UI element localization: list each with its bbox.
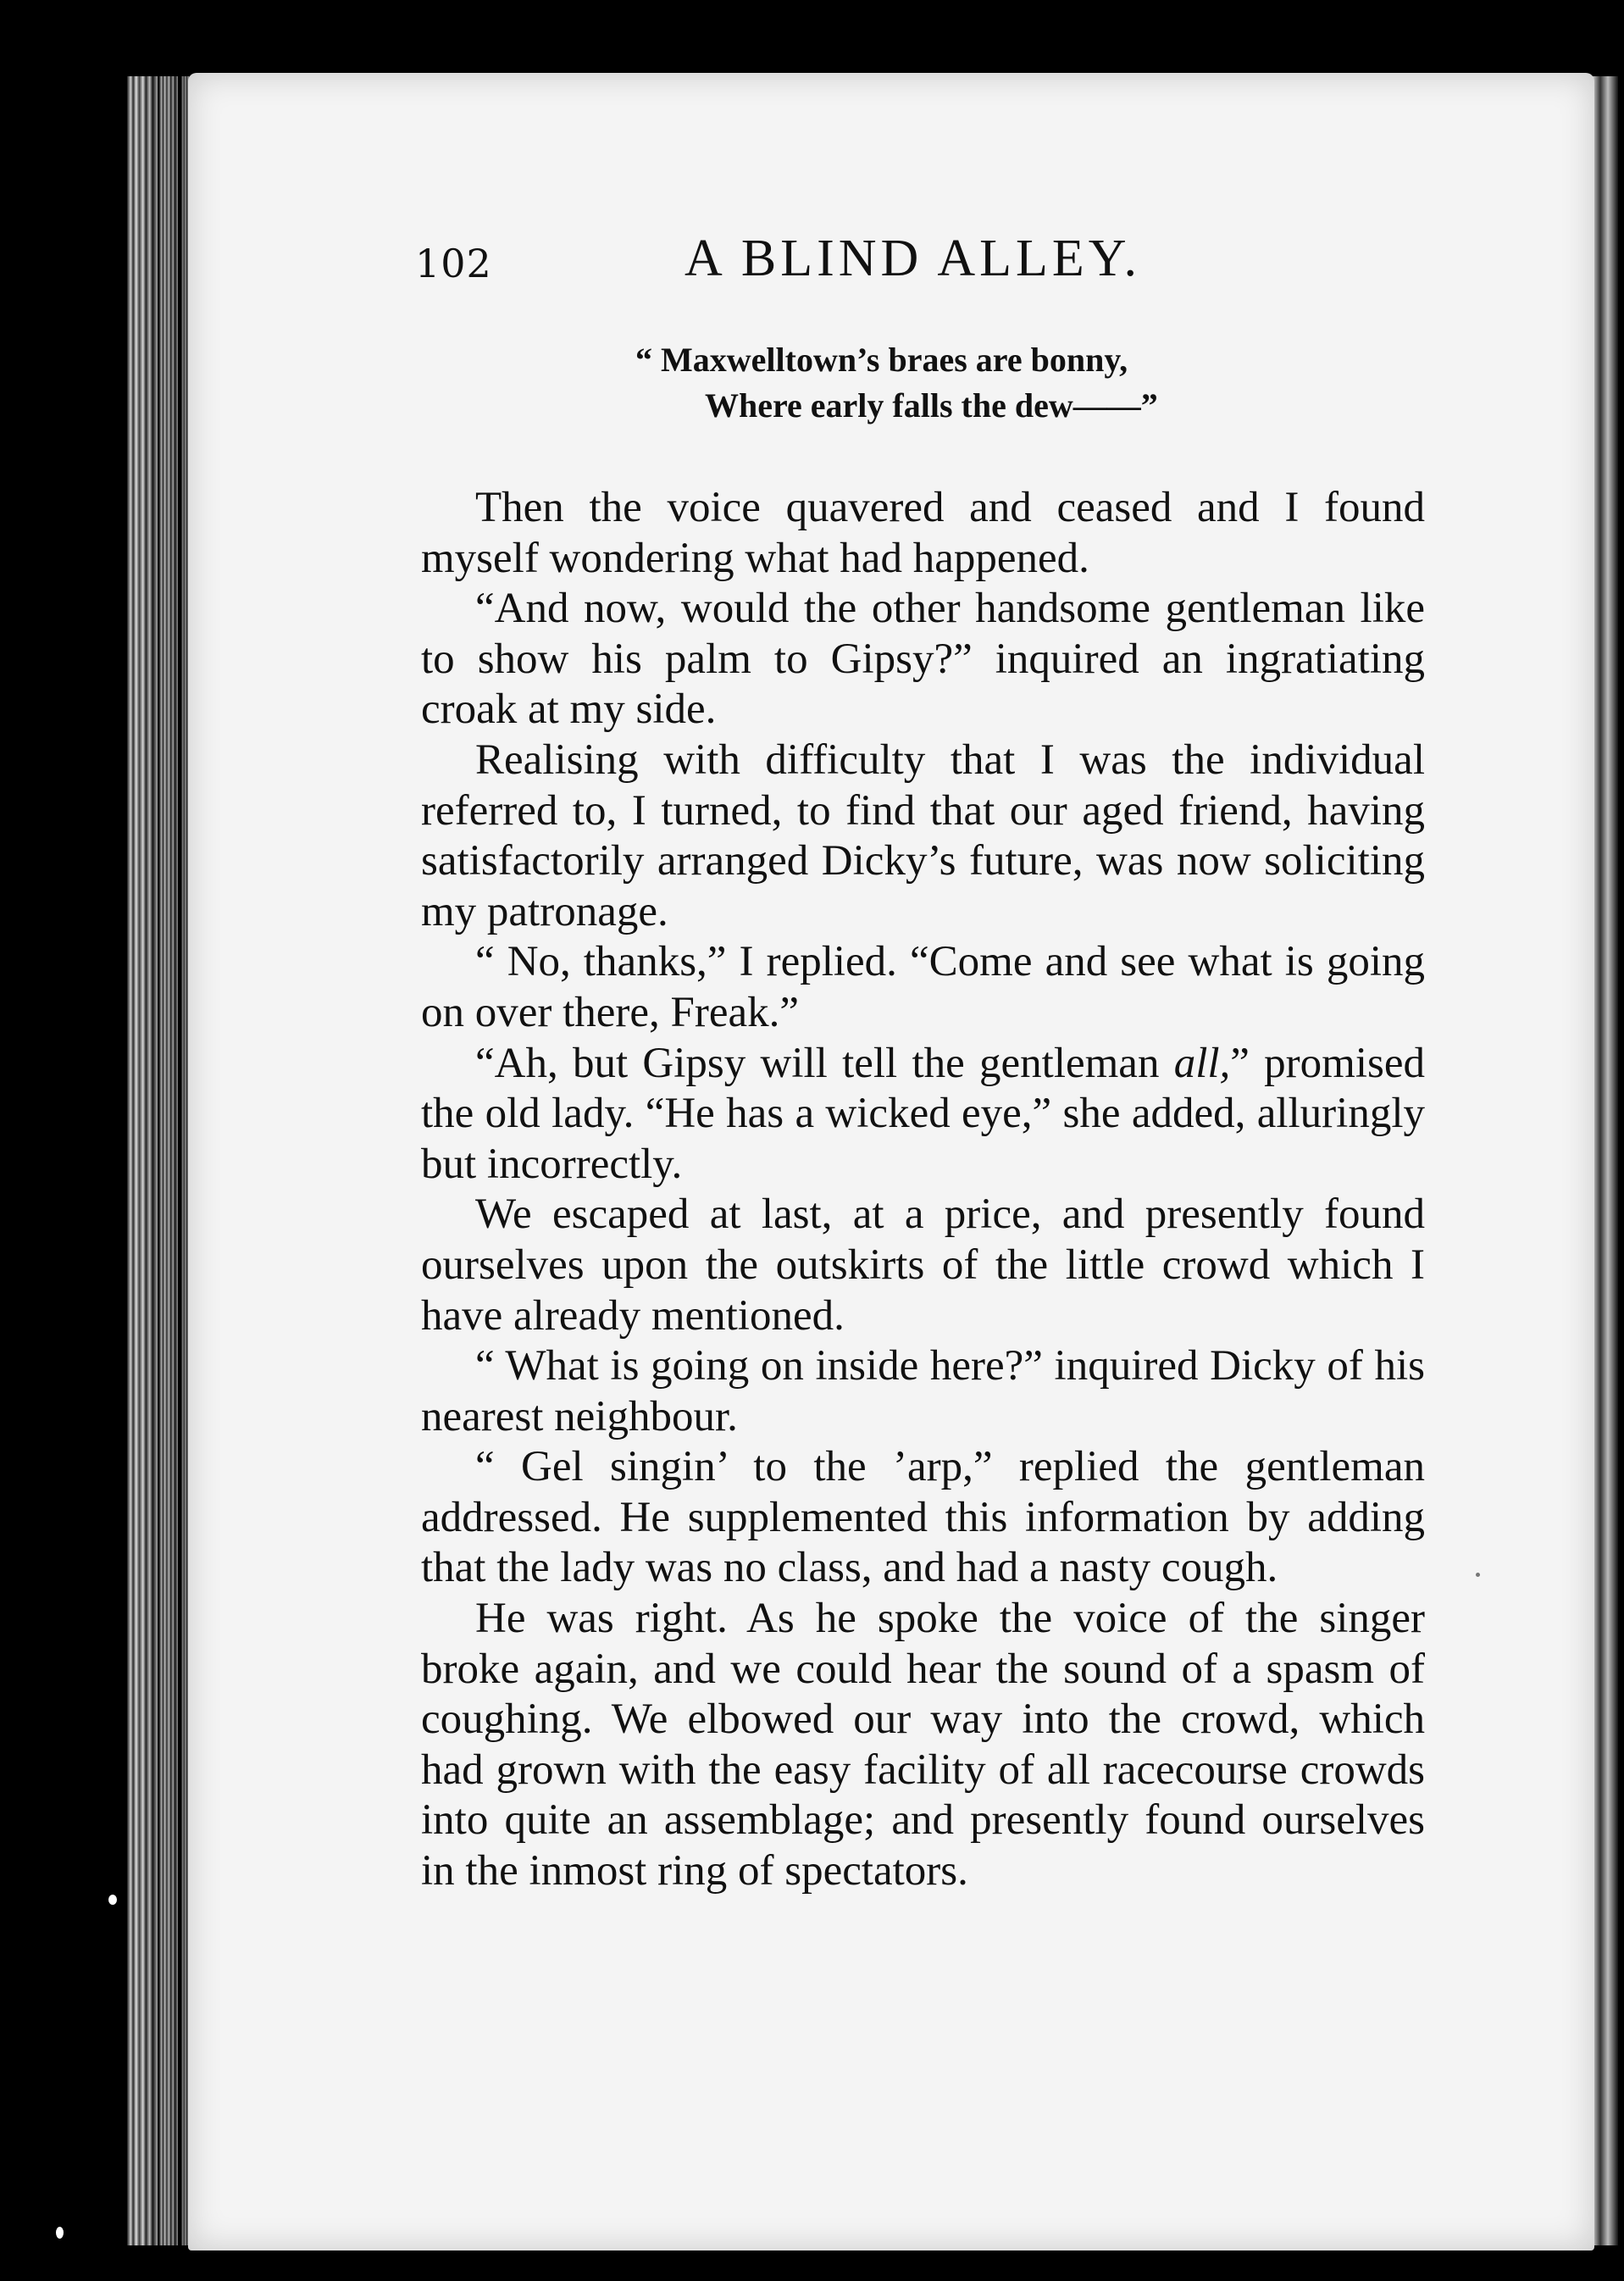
paragraph: Realising with difficulty that I was the individual referred to, I turned, to find that our aged friend, having satisfactorily arranged Dicky’s future, was now soliciting my patronage. [421,735,1425,935]
paragraph: We escaped at last, at a price, and presently found ourselves upon the outskirts of the little crowd which I have already mentioned. [421,1190,1425,1340]
page-edge-left [127,76,158,2245]
paragraph: He was right. As he spoke the voice of the singer broke again, and we could hear the sound of a spasm of coughing. We elbowed our way into the crowd, which had grown with the easy facility of all racecourse crowds into quite an assemblage; and presently found ourselves in the inmost ring of spectators. [421,1595,1425,1895]
paragraph: Then the voice quavered and ceased and I found myself wondering what had happened. [421,484,1425,582]
verse-quote [635,337,1279,429]
paragraph: “ What is going on inside here?” inquired Dicky of his nearest neighbour. [421,1342,1425,1440]
paragraph-text: ” promised the old lady. “He has a wicked eye,” she added, alluringly but incorrectly. [421,1039,1425,1188]
page-number: 102 [415,241,492,286]
paragraph: “ Gel singin’ to the ’arp,” replied the gentleman addressed. He supplemented this information by adding that the lady was no class, and had a nasty cough. [421,1443,1425,1592]
scan-speck [108,1895,117,1905]
paragraph: “ No, thanks,” I replied. “Come and see what is going on over there, Freak.” [421,938,1425,1036]
emphasis-text: all, [1173,1039,1231,1087]
page-header [415,229,1178,305]
verse-line-2: Where early falls the dew——” [705,386,1158,425]
paragraph-text: “Ah, but Gipsy will tell the gentleman [475,1039,1174,1087]
scan-speck [56,2227,64,2239]
running-title: A BLIND ALLEY. [685,230,1142,287]
paragraph: “And now, would the other handsome gentleman like to show his palm to Gipsy?” inquired an ingratiating croak at my side. [421,585,1425,734]
body-text [421,483,1425,1897]
page-edge-left-inner [159,76,178,2245]
scan-speck [1476,1573,1480,1577]
page-edge-right [1593,76,1618,2245]
verse-line-1: “ Maxwelltown’s braes are bonny, [635,341,1128,379]
paragraph [421,1039,1425,1190]
